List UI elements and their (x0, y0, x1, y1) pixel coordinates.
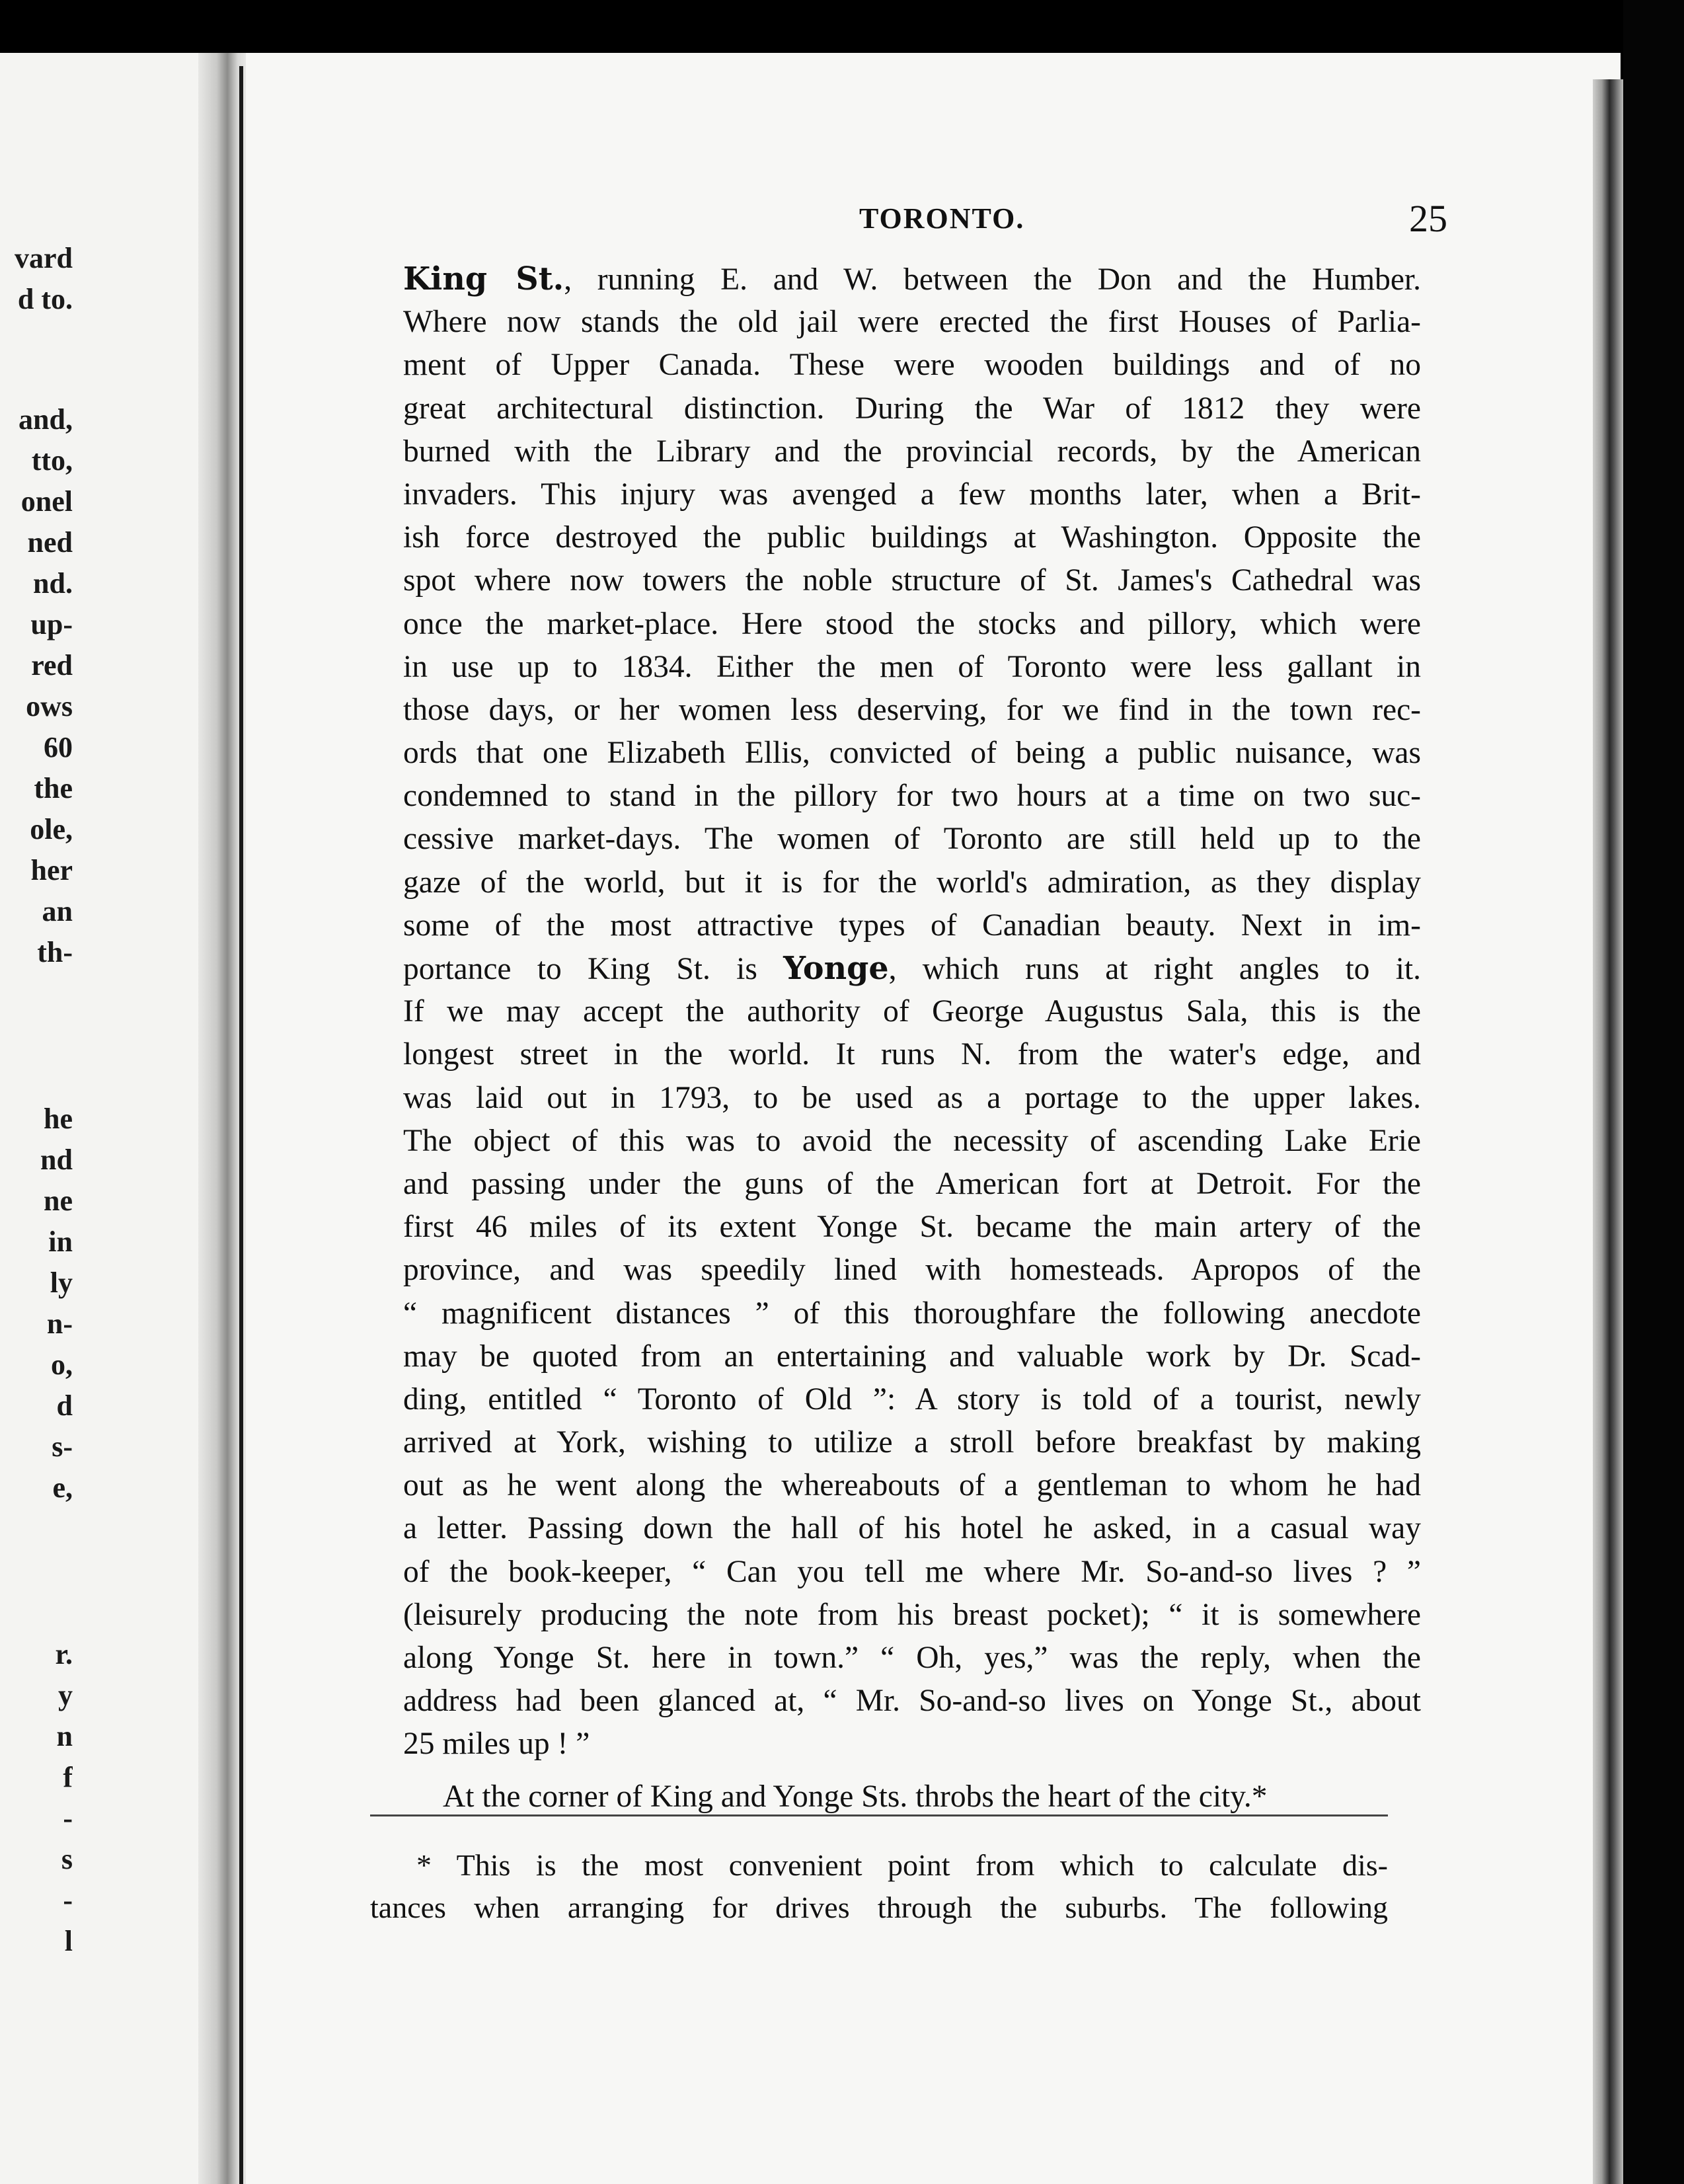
body-line: ords that one Elizabeth Ellis, convicted of being a public nuisance, was (403, 736, 1421, 771)
left-fragment-line: d to. (17, 283, 73, 315)
body-line: Where now stands the old jail were erected the first Houses of Parlia- (403, 305, 1421, 340)
footnote-line: tances when arranging for drives through the suburbs. The following (370, 1891, 1388, 1924)
body-line: was laid out in 1793, to be used as a portage to the upper lakes. (403, 1080, 1421, 1115)
left-fragment-line: n (56, 1720, 73, 1752)
left-fragment-line: ows (26, 690, 73, 722)
left-fragment-line (0, 320, 73, 399)
body-line: invaders. This injury was avenged a few months later, when a Brit- (403, 477, 1421, 512)
body-line: “ magnificent distances ” of this thoroughfare the following anecdote (403, 1296, 1421, 1331)
left-fragment-line: and, (19, 403, 73, 436)
book-gutter (198, 53, 251, 2184)
left-fragment-line (0, 1508, 73, 1634)
body-text (403, 258, 1421, 1818)
body-line: arrived at York, wishing to utilize a stroll before breakfast by making (403, 1425, 1421, 1460)
left-fragment-line: ole, (30, 813, 73, 845)
left-fragment-line: f (63, 1761, 73, 1793)
left-fragment-line: d (56, 1389, 73, 1422)
left-fragment-line (0, 973, 73, 1099)
body-line: ish force destroyed the public buildings at Washington. Opposite the (403, 520, 1421, 555)
left-fragment-line: r. (55, 1638, 73, 1670)
left-fragment-line: e, (52, 1471, 73, 1504)
body-line: province, and was speedily lined with homesteads. Apropos of the (403, 1253, 1421, 1288)
body-line: King St., running E. and W. between the Don and the Humber. (403, 260, 1421, 297)
left-fragment-line: y (58, 1679, 73, 1711)
left-fragment-line: n- (46, 1307, 73, 1340)
left-fragment-line: her (30, 854, 73, 886)
left-fragment-line: ly (50, 1267, 73, 1299)
body-line: address had been glanced at, “ Mr. So-and-so lives on Yonge St., about (403, 1684, 1421, 1719)
body-line: along Yonge St. here in town.” “ Oh, yes,” was the reply, when the (403, 1641, 1421, 1675)
running-title: TORONTO. (859, 202, 1025, 235)
body-line: great architectural distinction. During the War of 1812 they were (403, 391, 1421, 426)
left-fragment-line: - (63, 1802, 73, 1834)
body-line: gaze of the world, but it is for the world's admiration, as they display (403, 865, 1421, 900)
left-fragment-line: red (31, 649, 73, 682)
left-fragment-line: s (61, 1843, 73, 1875)
footnote-line: * This is the most convenient point from which to calculate dis- (416, 1848, 1388, 1882)
body-line: condemned to stand in the pillory for two hours at a time on two suc- (403, 779, 1421, 814)
body-line: first 46 miles of its extent Yonge St. became the main artery of the (403, 1210, 1421, 1245)
left-fragment-line: ne (44, 1185, 73, 1217)
left-fragment-line: in (48, 1226, 73, 1258)
body-line: some of the most attractive types of Canadian beauty. Next in im- (403, 908, 1421, 943)
body-line: longest street in the world. It runs N. from the water's edge, and (403, 1037, 1421, 1072)
body-line: in use up to 1834. Either the men of Toronto were less gallant in (403, 649, 1421, 684)
body-line: spot where now towers the noble structure of St. James's Cathedral was (403, 563, 1421, 598)
page-edge (1593, 79, 1623, 2184)
left-fragment-line: th- (37, 936, 73, 968)
body-line: (leisurely producing the note from his breast pocket); “ it is somewhere (403, 1597, 1421, 1632)
body-line: once the market-place. Here stood the stocks and pillory, which were (403, 606, 1421, 641)
left-fragment-line: he (44, 1103, 73, 1135)
left-fragment-line: - (63, 1884, 73, 1916)
body-line: The object of this was to avoid the necessity of ascending Lake Erie (403, 1123, 1421, 1158)
bold-street-name: King St. (403, 260, 564, 297)
left-page-text-fragments (0, 238, 73, 1962)
left-fragment-line: nd (40, 1144, 73, 1176)
left-fragment-line: the (34, 772, 73, 804)
left-fragment-line: 60 (44, 731, 73, 763)
left-fragment-line: up- (30, 608, 73, 641)
left-fragment-line: s- (52, 1430, 73, 1463)
body-line: may be quoted from an entertaining and valuable work by Dr. Scad- (403, 1339, 1421, 1374)
body-line: those days, or her women less deserving, for we find in the town rec- (403, 692, 1421, 727)
body-line: portance to King St. is Yonge, which runs at right angles to it. (403, 950, 1421, 987)
body-line: At the corner of King and Yonge Sts. throbs the heart of the city.* (443, 1779, 1268, 1814)
page-number: 25 (1409, 197, 1447, 240)
left-fragment-line: vard (15, 242, 73, 274)
body-line: out as he went along the whereabouts of a gentleman to whom he had (403, 1468, 1421, 1503)
left-fragment-line: o, (51, 1348, 73, 1381)
footnote (370, 1844, 1388, 1929)
body-line: a letter. Passing down the hall of his hotel he asked, in a casual way (403, 1511, 1421, 1546)
body-line: ding, entitled “ Toronto of Old ”: A story is told of a tourist, newly (403, 1382, 1421, 1417)
left-fragment-line: an (42, 895, 73, 927)
body-line: of the book-keeper, “ Can you tell me where Mr. So-and-so lives ? ” (403, 1554, 1421, 1589)
left-fragment-line: tto, (31, 444, 73, 477)
left-fragment-line: l (64, 1925, 73, 1957)
background-edge (1623, 0, 1684, 2184)
body-line: If we may accept the authority of George Augustus Sala, this is the (403, 994, 1421, 1029)
body-line: burned with the Library and the provincial records, by the American (403, 434, 1421, 469)
left-fragment-line: ned (27, 526, 73, 559)
body-line: ment of Upper Canada. These were wooden buildings and of no (403, 348, 1421, 383)
bold-street-name: Yonge (783, 950, 889, 987)
binding-edge (239, 66, 243, 2184)
left-fragment-line: onel (20, 485, 73, 518)
body-line: 25 miles up ! ” (403, 1727, 590, 1762)
body-line: and passing under the guns of the American fort at Detroit. For the (403, 1166, 1421, 1201)
left-fragment-line: nd. (33, 567, 73, 600)
body-line: cessive market-days. The women of Toronto are still held up to the (403, 822, 1421, 857)
footnote-rule (370, 1814, 1388, 1816)
